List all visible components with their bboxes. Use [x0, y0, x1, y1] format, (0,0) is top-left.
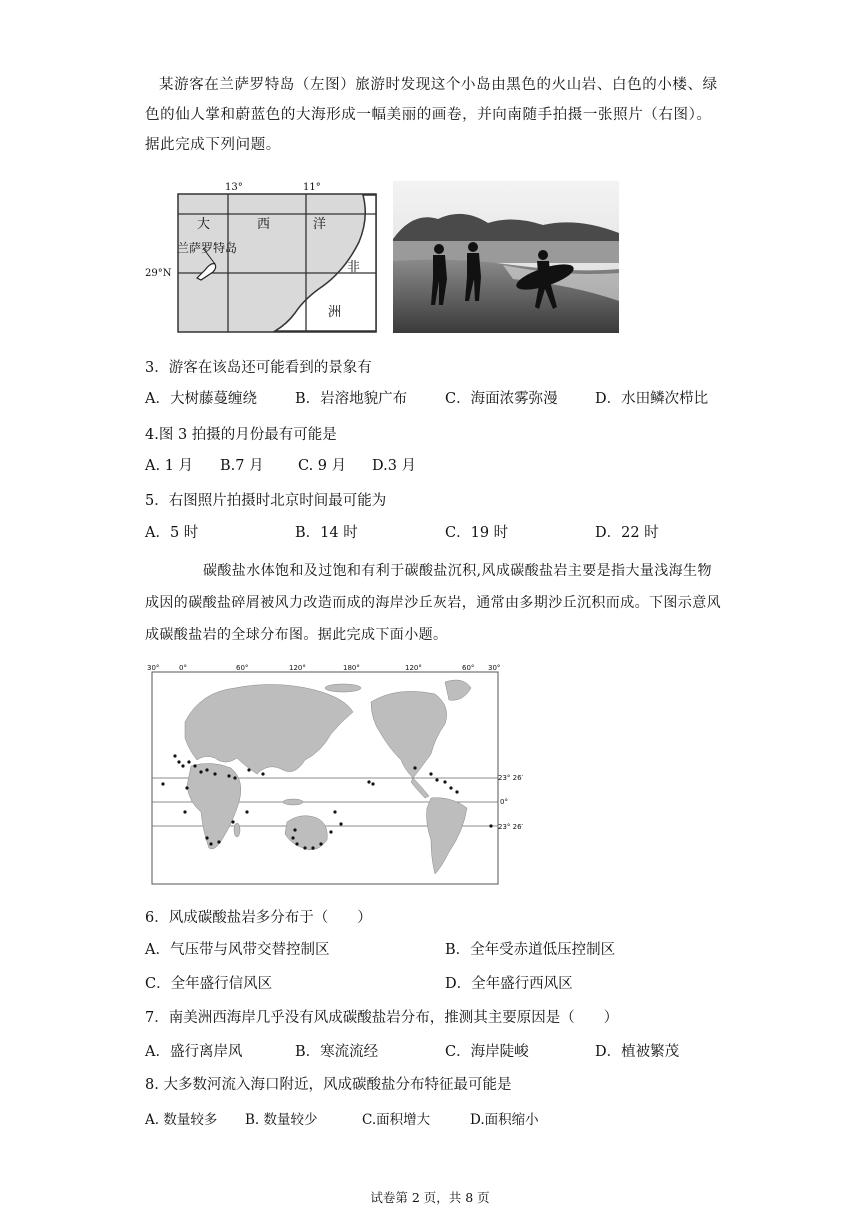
q5-option-d[interactable]: D．22 时 — [595, 525, 659, 541]
q4-option-d[interactable]: D.3 月 — [372, 458, 417, 474]
q8-option-a[interactable]: A. 数量较多 — [145, 1112, 218, 1128]
beach-photo — [393, 181, 619, 333]
label-da: 大 — [197, 217, 211, 232]
q6-option-b[interactable]: B．全年受赤道低压控制区 — [445, 942, 616, 958]
q5-option-b[interactable]: B．14 时 — [295, 525, 358, 541]
q4-stem: 4.图 3 拍摄的月份最有可能是 — [145, 427, 337, 443]
q6-option-c[interactable]: C．全年盛行信风区 — [145, 976, 273, 992]
lon-tick-30w: 30° — [147, 664, 160, 672]
intro-paragraph-2: 碳酸盐水体饱和及过饱和有利于碳酸盐沉积,风成碳酸盐岩主要是指大量浅海生物成因的碳酸盐碎屑被风力改造而成的海岸沙丘灰岩，通常由多期沙丘沉积而成。下图示意风成碳酸盐岩的全球分布图。据此完成下面小题。 — [145, 563, 721, 643]
lon-tick-120e: 120° — [289, 664, 306, 672]
lon-tick-60w: 60° — [462, 664, 475, 672]
lon-label-11: 11° — [303, 182, 321, 193]
q4-option-a[interactable]: A. 1 月 — [145, 458, 194, 474]
q3-option-c[interactable]: C．海面浓雾弥漫 — [445, 391, 558, 407]
lat-tick-equator: 0° — [500, 798, 508, 806]
q3-option-b[interactable]: B．岩溶地貌广布 — [295, 391, 408, 407]
q3-stem: 3．游客在该岛还可能看到的景象有 — [145, 360, 372, 376]
q4-option-b[interactable]: B.7 月 — [220, 458, 264, 474]
q8-option-c[interactable]: C.面积增大 — [362, 1112, 431, 1128]
q5-stem: 5．右图照片拍摄时北京时间最可能为 — [145, 493, 387, 509]
lon-tick-120w: 120° — [405, 664, 422, 672]
q3-option-d[interactable]: D．水田鳞次栉比 — [595, 391, 709, 407]
label-fei: 非 — [347, 260, 361, 275]
q4-option-c[interactable]: C. 9 月 — [298, 458, 347, 474]
q5-option-c[interactable]: C．19 时 — [445, 525, 509, 541]
lon-label-13: 13° — [225, 182, 243, 193]
q8-stem: 8. 大多数河流入海口附近，风成碳酸盐分布特征最可能是 — [145, 1077, 512, 1093]
label-zhou: 洲 — [328, 305, 342, 320]
q8-option-b[interactable]: B. 数量较少 — [245, 1112, 318, 1128]
intro-paragraph-1: 某游客在兰萨罗特岛（左图）旅游时发现这个小岛由黑色的火山岩、白色的小楼、绿色的仙人掌和蔚蓝色的大海形成一幅美丽的画卷，并向南随手拍摄一张照片（右图）。据此完成下列问题。 — [145, 77, 718, 153]
world-distribution-map — [145, 662, 524, 886]
q6-option-a[interactable]: A．气压带与风带交替控制区 — [145, 942, 330, 958]
lon-tick-60e: 60° — [236, 664, 249, 672]
label-yang: 洋 — [313, 217, 327, 232]
lat-tick-tropic-n: 23° 26′ — [498, 774, 524, 782]
q7-option-b[interactable]: B．寒流流经 — [295, 1044, 379, 1060]
beach-sand — [393, 260, 619, 333]
q8-option-d[interactable]: D.面积缩小 — [470, 1112, 539, 1128]
label-xi: 西 — [257, 217, 271, 232]
q6-option-d[interactable]: D．全年盛行西风区 — [445, 976, 573, 992]
page-footer: 试卷第 2 页，共 8 页 — [370, 1190, 490, 1205]
q5-option-a[interactable]: A．5 时 — [145, 525, 199, 541]
lon-tick-30w-right: 30° — [488, 664, 501, 672]
label-island: 兰萨罗特岛 — [177, 241, 238, 255]
q7-option-c[interactable]: C．海岸陡峻 — [445, 1044, 529, 1060]
lon-tick-180: 180° — [343, 664, 360, 672]
lanzarote-map — [145, 178, 385, 338]
q3-option-a[interactable]: A．大树藤蔓缠绕 — [145, 391, 257, 407]
q7-stem: 7．南美洲西海岸几乎没有风成碳酸盐岩分布，推测其主要原因是（ ） — [145, 1010, 619, 1026]
lon-tick-0: 0° — [179, 664, 187, 672]
lat-label-29n: 29°N — [145, 268, 172, 279]
lat-tick-tropic-s: 23° 26′ — [498, 823, 524, 831]
q7-option-a[interactable]: A．盛行离岸风 — [145, 1044, 243, 1060]
q7-option-d[interactable]: D．植被繁茂 — [595, 1044, 680, 1060]
q6-stem: 6．风成碳酸盐岩多分布于（ ） — [145, 910, 372, 926]
